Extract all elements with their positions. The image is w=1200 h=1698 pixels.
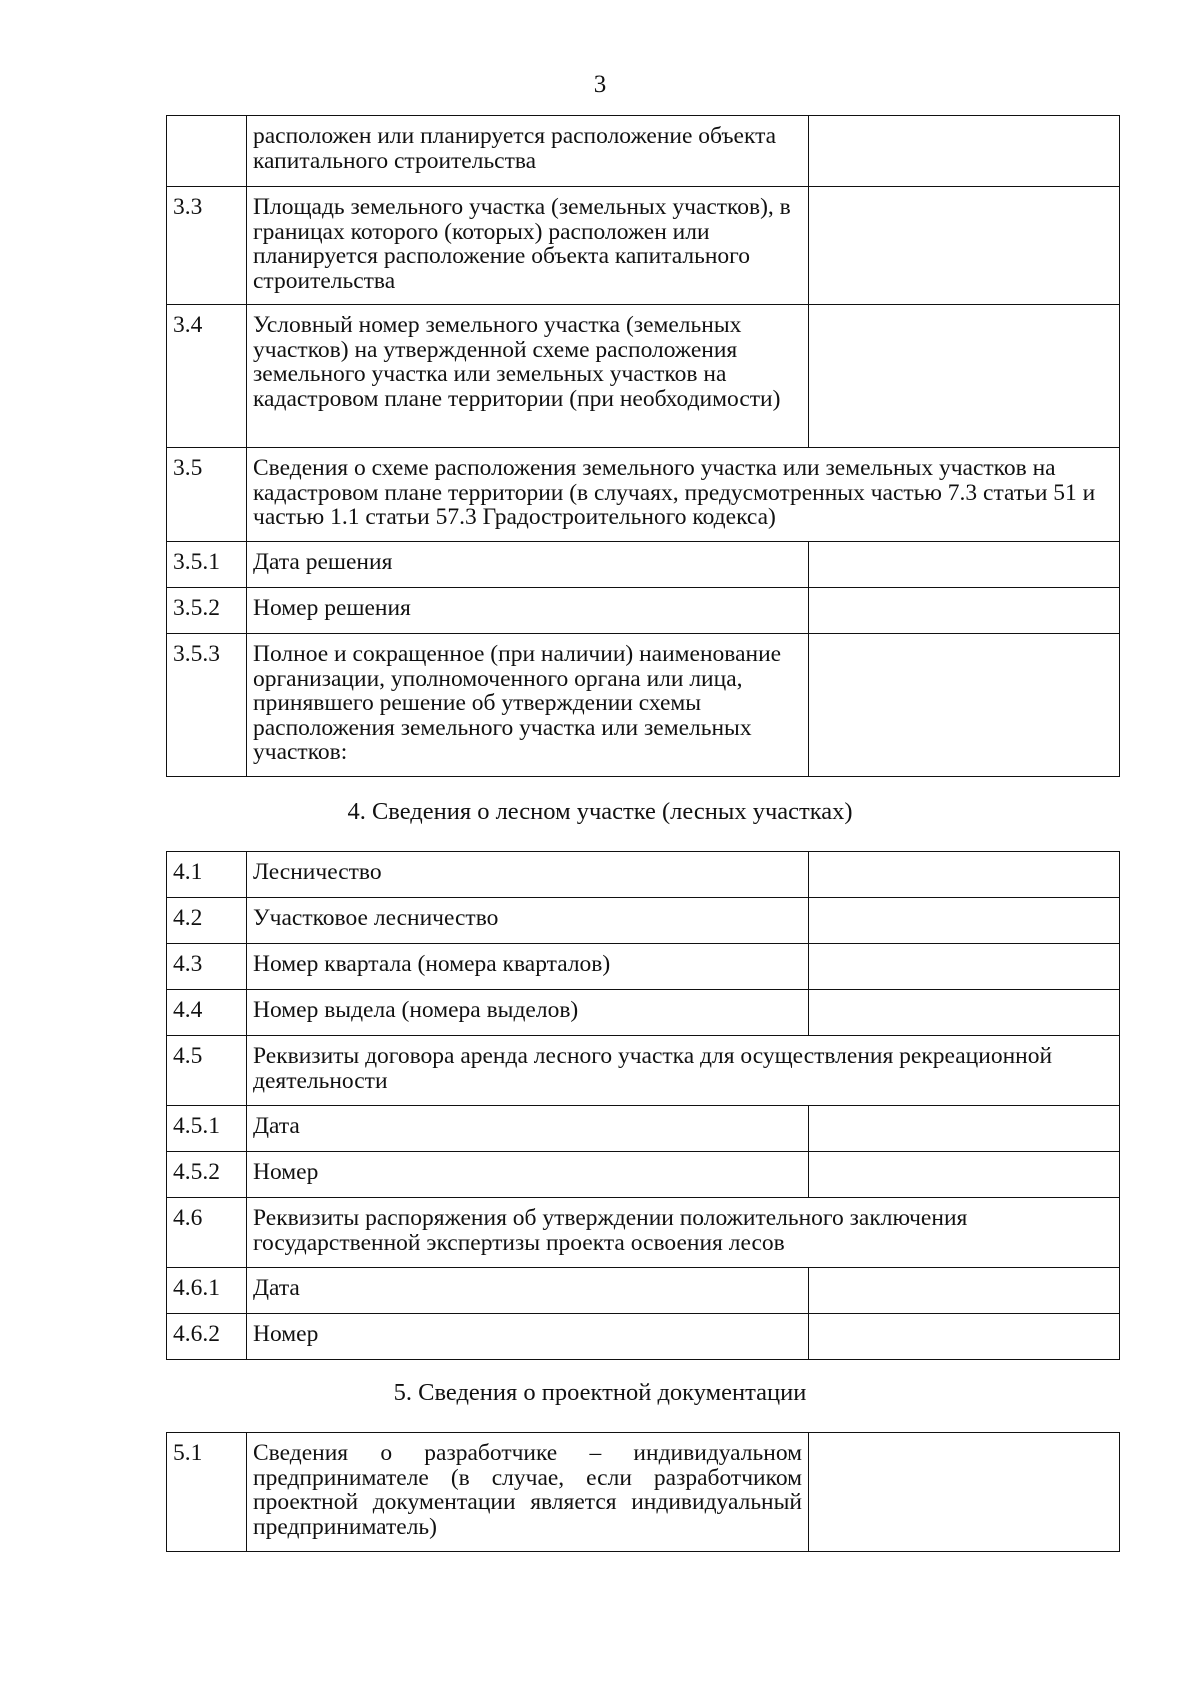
row-number: 4.6.2 [167,1314,247,1360]
table-row [167,1106,1120,1152]
row-label: Лесничество [247,852,809,898]
row-value-field[interactable] [809,187,1120,305]
table-row [167,542,1120,588]
row-label: Номер решения [247,588,809,634]
row-label: Сведения о схеме расположения земельного участка или земельных участков на кадастровом плане территории (в случаях, предусмотренных частью 7.3 статьи 51 и частью 1.1 статьи 57.3 Градостроительного кодекса) [247,448,1120,542]
row-value-field[interactable] [809,588,1120,634]
row-number: 4.1 [167,852,247,898]
row-label: Дата решения [247,542,809,588]
row-label: Участковое лесничество [247,898,809,944]
table-row [167,1314,1120,1360]
row-number: 3.3 [167,187,247,305]
table-row [167,1036,1120,1106]
row-number: 3.4 [167,305,247,448]
table-row [167,1268,1120,1314]
row-number: 3.5 [167,448,247,542]
section-4-title: 4. Сведения о лесном участке (лесных участках) [347,798,853,825]
row-value-field[interactable] [809,542,1120,588]
table-row [167,588,1120,634]
table-row [167,990,1120,1036]
table-row [167,448,1120,542]
table-row [167,1152,1120,1198]
row-number: 4.2 [167,898,247,944]
row-label: Реквизиты договора аренда лесного участка для осуществления рекреационной деятельности [247,1036,1120,1106]
table-row [167,944,1120,990]
row-number: 4.3 [167,944,247,990]
table-row [167,898,1120,944]
row-label: Номер [247,1152,809,1198]
table-row [167,1198,1120,1268]
row-number: 3.5.3 [167,634,247,777]
row-value-field[interactable] [809,898,1120,944]
row-number: 4.6.1 [167,1268,247,1314]
row-number: 4.5.1 [167,1106,247,1152]
row-number: 4.5.2 [167,1152,247,1198]
table-row [167,634,1120,777]
row-value-field[interactable] [809,1106,1120,1152]
row-value-field[interactable] [809,990,1120,1036]
row-label: Дата [247,1106,809,1152]
row-number: 4.4 [167,990,247,1036]
row-value-field[interactable] [809,116,1120,187]
row-number: 5.1 [167,1433,247,1552]
row-number: 4.6 [167,1198,247,1268]
row-label: Полное и сокращенное (при наличии) наименование организации, уполномоченного органа или лица, принявшего решение об утверждении схемы расположения земельного участка или земельных участков: [247,634,809,777]
row-number: 3.5.2 [167,588,247,634]
section-4-table [166,851,1120,1360]
row-value-field[interactable] [809,852,1120,898]
row-value-field[interactable] [809,1433,1120,1552]
row-value-field[interactable] [809,634,1120,777]
section-5-table [166,1432,1120,1552]
table-row [167,187,1120,305]
row-value-field[interactable] [809,1152,1120,1198]
section-5-title: 5. Сведения о проектной документации [393,1379,807,1406]
row-value-field[interactable] [809,1268,1120,1314]
row-number: 4.5 [167,1036,247,1106]
row-label: Площадь земельного участка (земельных участков), в границах которого (которых) расположен или планируется расположение объекта капитального строительства [247,187,809,305]
row-label: Сведения о разработчике – индивидуальном предпринимателе (в случае, если разработчиком проектной документации является индивидуальный предприниматель) [247,1433,809,1552]
table-row [167,1433,1120,1552]
row-label: Дата [247,1268,809,1314]
row-number: 3.5.1 [167,542,247,588]
section-3-table [166,115,1120,777]
row-label: Номер [247,1314,809,1360]
row-label: Номер квартала (номера кварталов) [247,944,809,990]
row-label: Реквизиты распоряжения об утверждении положительного заключения государственной экспертизы проекта освоения лесов [247,1198,1120,1268]
row-value-field[interactable] [809,944,1120,990]
row-label: Условный номер земельного участка (земельных участков) на утвержденной схеме расположения земельного участка или земельных участков на кадастровом плане территории (при необходимости) [247,305,809,448]
table-row [167,116,1120,187]
row-value-field[interactable] [809,305,1120,448]
row-label: Номер выдела (номера выделов) [247,990,809,1036]
row-value-field[interactable] [809,1314,1120,1360]
table-row [167,852,1120,898]
row-label: расположен или планируется расположение объекта капитального строительства [247,116,809,187]
table-row [167,305,1120,448]
row-number [167,116,247,187]
page-number: 3 [593,71,607,98]
